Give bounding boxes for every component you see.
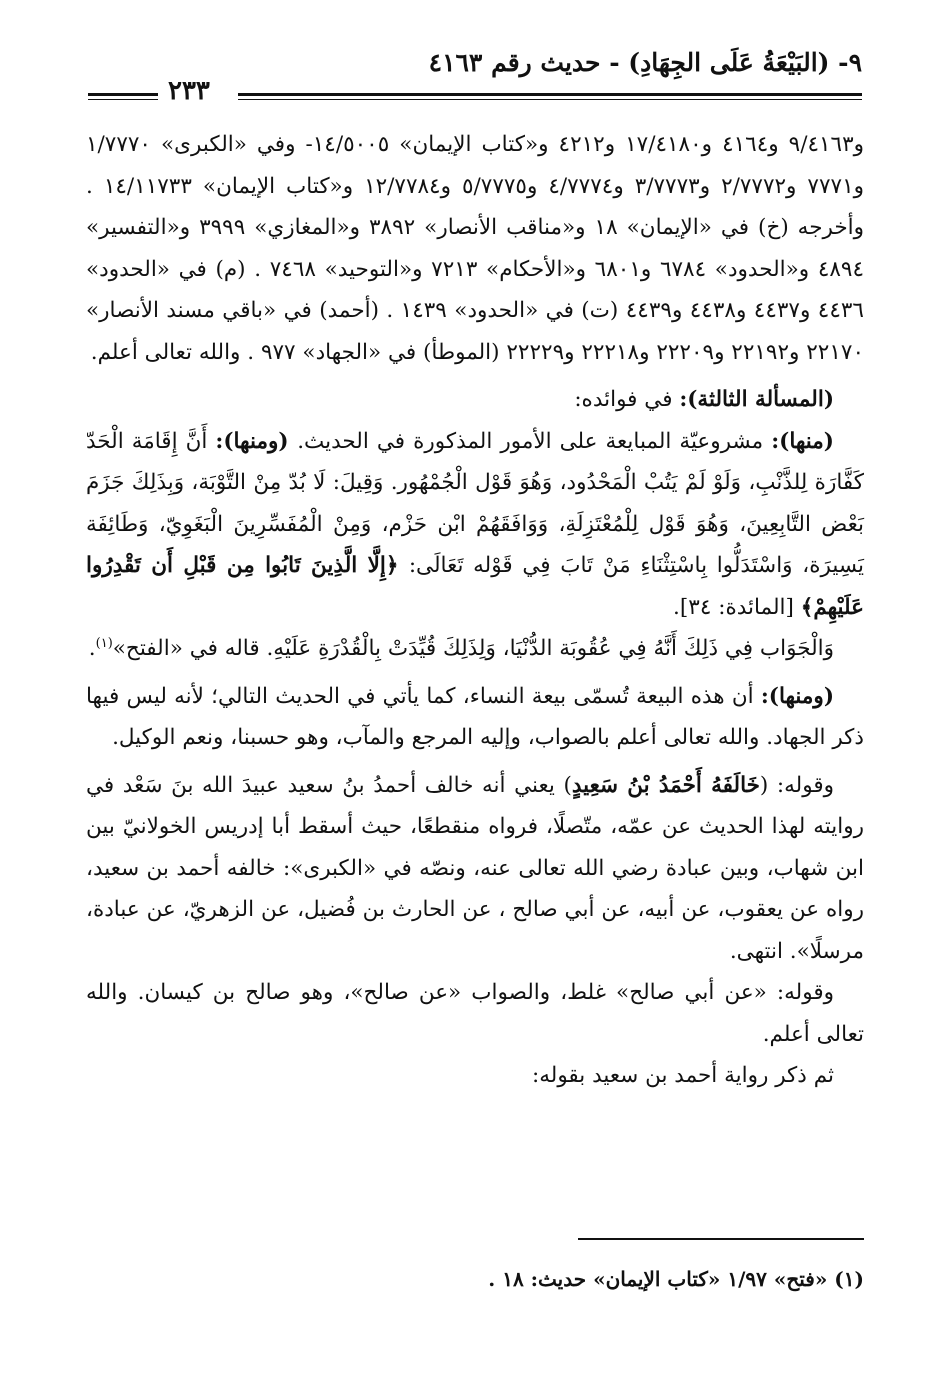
paragraph-commentary-2: وقوله: «عن أبي صالح» غلط، والصواب «عن صالح»، وهو صالح بن كيسان. والله تعالى أعلم. [86, 980, 864, 1047]
paragraph-answer [86, 628, 864, 670]
running-title: ٩- (البَيْعَةُ عَلَى الجِهَادِ) - حديث رقم ٤١٦٣ [428, 48, 862, 77]
header-rule-left [88, 93, 158, 100]
header-rule-right [238, 93, 862, 100]
paragraph-benefit-2 [86, 676, 864, 759]
paragraph-transition: ثم ذكر رواية أحمد بن سعيد بقوله: [532, 1063, 834, 1088]
paragraph-references: و٩/٤١٦٣ و٤١٦٤ و١٧/٤١٨٠ و٤٢١٢ و«كتاب الإيمان» ١٤/٥٠٠٥- وفي «الكبرى» ١/٧٧٧٠ و٧٧٧١ و٢/٧٧٧٢ و٣/٧٧٧٣ و٤/٧٧٧٤ و٥/٧٧٧٥ و١٢/٧٧٨٤ و«كتاب الإيمان» ١٤/١١٧٣٣ . وأخرجه (خ) في «الإيمان» ١٨ و«مناقب الأنصار» ٣٨٩٢ و«المغازي» ٣٩٩٩ و«التفسير» ٤٨٩٤ و«الحدود» ٦٧٨٤ و٦٨٠١ و«الأحكام» ٧٢١٣ و«التوحيد» ٧٤٦٨ . (م) في «الحدود» ٤٤٣٦ و٤٤٣٧ و٤٤٣٨ و٤٤٣٩ (ت) في «الحدود» ١٤٣٩ . (أحمد) في «باقي مسند الأنصار» ٢٢١٧٠ و٢٢١٩٢ و٢٢٢٠٩ و٢٢٢١٨ و٢٢٢٢٩ (الموطأ) في «الجهاد» ٩٧٧ . والله تعالى أعلم. [86, 132, 865, 365]
footnote: (١) «فتح» ١/٩٧ «كتاب الإيمان» حديث: ١٨ . [488, 1267, 864, 1291]
paragraph-section-3 [86, 379, 864, 421]
commentary-prefix: وقوله: ( [759, 772, 834, 798]
label-wa-minha-2: (ومنها): [760, 683, 834, 709]
paragraph-commentary-1 [86, 765, 864, 973]
benefit-text-1: مشروعيّة المبايعة على الأمور المذكورة في الحديث. [297, 428, 772, 454]
commentary-text: ) يعني أنه خالف أحمدُ بنُ سعيد عبيدَ الله بنَ سَعْد في روايته لهذا الحديث عن عمّه، متّصلًا، فرواه منقطعًا، حيث أسقط أبا إدريس الخولانيّ بين ابن شهاب، وبين عبادة رضي الله تعالى عنه، ونصّه في «الكبرى»: خالفه أحمد بن سعيد، رواه عن يعقوب، عن أبيه، عن أبي صالح ، عن الحارث بن فُضيل، عن الزهريّ، عن عبادة، مرسلًا». انتهى. [86, 772, 864, 964]
commentary-quote: خَالَفَهُ أَحْمَدُ بْنُ سَعِيدٍ [571, 772, 760, 798]
page-header [88, 48, 862, 106]
label-minha: (منها): [771, 428, 834, 454]
label-wa-minha: (ومنها): [215, 428, 298, 454]
footnote-separator [578, 1238, 864, 1240]
main-text [86, 124, 864, 1097]
paragraph-benefit-1 [86, 421, 864, 629]
benefit-text-3: أن هذه البيعة تُسمّى بيعة النساء، كما يأتي في الحديث التالي؛ لأنه ليس فيها ذكر الجهاد. والله تعالى أعلم بالصواب، وإليه المرجع والمآب، وهو حسبنا، ونعم الوكيل. [86, 683, 864, 750]
page-number: ٢٣٣ [168, 76, 210, 106]
section-text: في فوائده: [574, 387, 680, 412]
benefit-text-2: أَنَّ إِقَامَة الْحَدّ كَفَّارَة لِلذَّنْبِ، وَلَوْ لَمْ يَتُبْ الْمَحْدُود، وَهُوَ قَوْل الْجُمْهُور. وَقِيلَ: لَا بُدّ مِنْ التَّوْبَة، وَبِذَلِكَ جَزَمَ بَعْض التَّابِعِينَ، وَهُوَ قَوْل لِلْمُعْتَزِلَةِ، وَوَافَقَهُمْ ابْن حَزْم، وَمِنْ الْمُفَسِّرِينَ الْبَغَوِيّ، وَطَائِفَة يَسِيرَة، وَاسْتَدَلُّوا بِاسْتِثْنَاءِ مَنْ تَابَ فِي قَوْله تَعَالَى: [86, 428, 864, 578]
quran-verse: ﴿إِلَّا الَّذِينَ تَابُوا مِن قَبْلِ أَن تَقْدِرُوا عَلَيْهِمْ﴾ [86, 553, 864, 620]
answer-text: وَالْجَوَاب فِي ذَلِكَ أَنَّهُ فِي عُقُوبَة الدُّنْيَا، وَلِذَلِكَ قُيِّدَتْ بِالْقُدْرَةِ عَلَيْهِ. قاله في «الفتح» [112, 636, 834, 661]
quran-reference: [المائدة: ٣٤]. [673, 594, 801, 620]
section-heading: (المسألة الثالثة): [679, 387, 834, 412]
answer-end: . [88, 636, 96, 661]
footnote-marker: (١) [95, 635, 113, 651]
